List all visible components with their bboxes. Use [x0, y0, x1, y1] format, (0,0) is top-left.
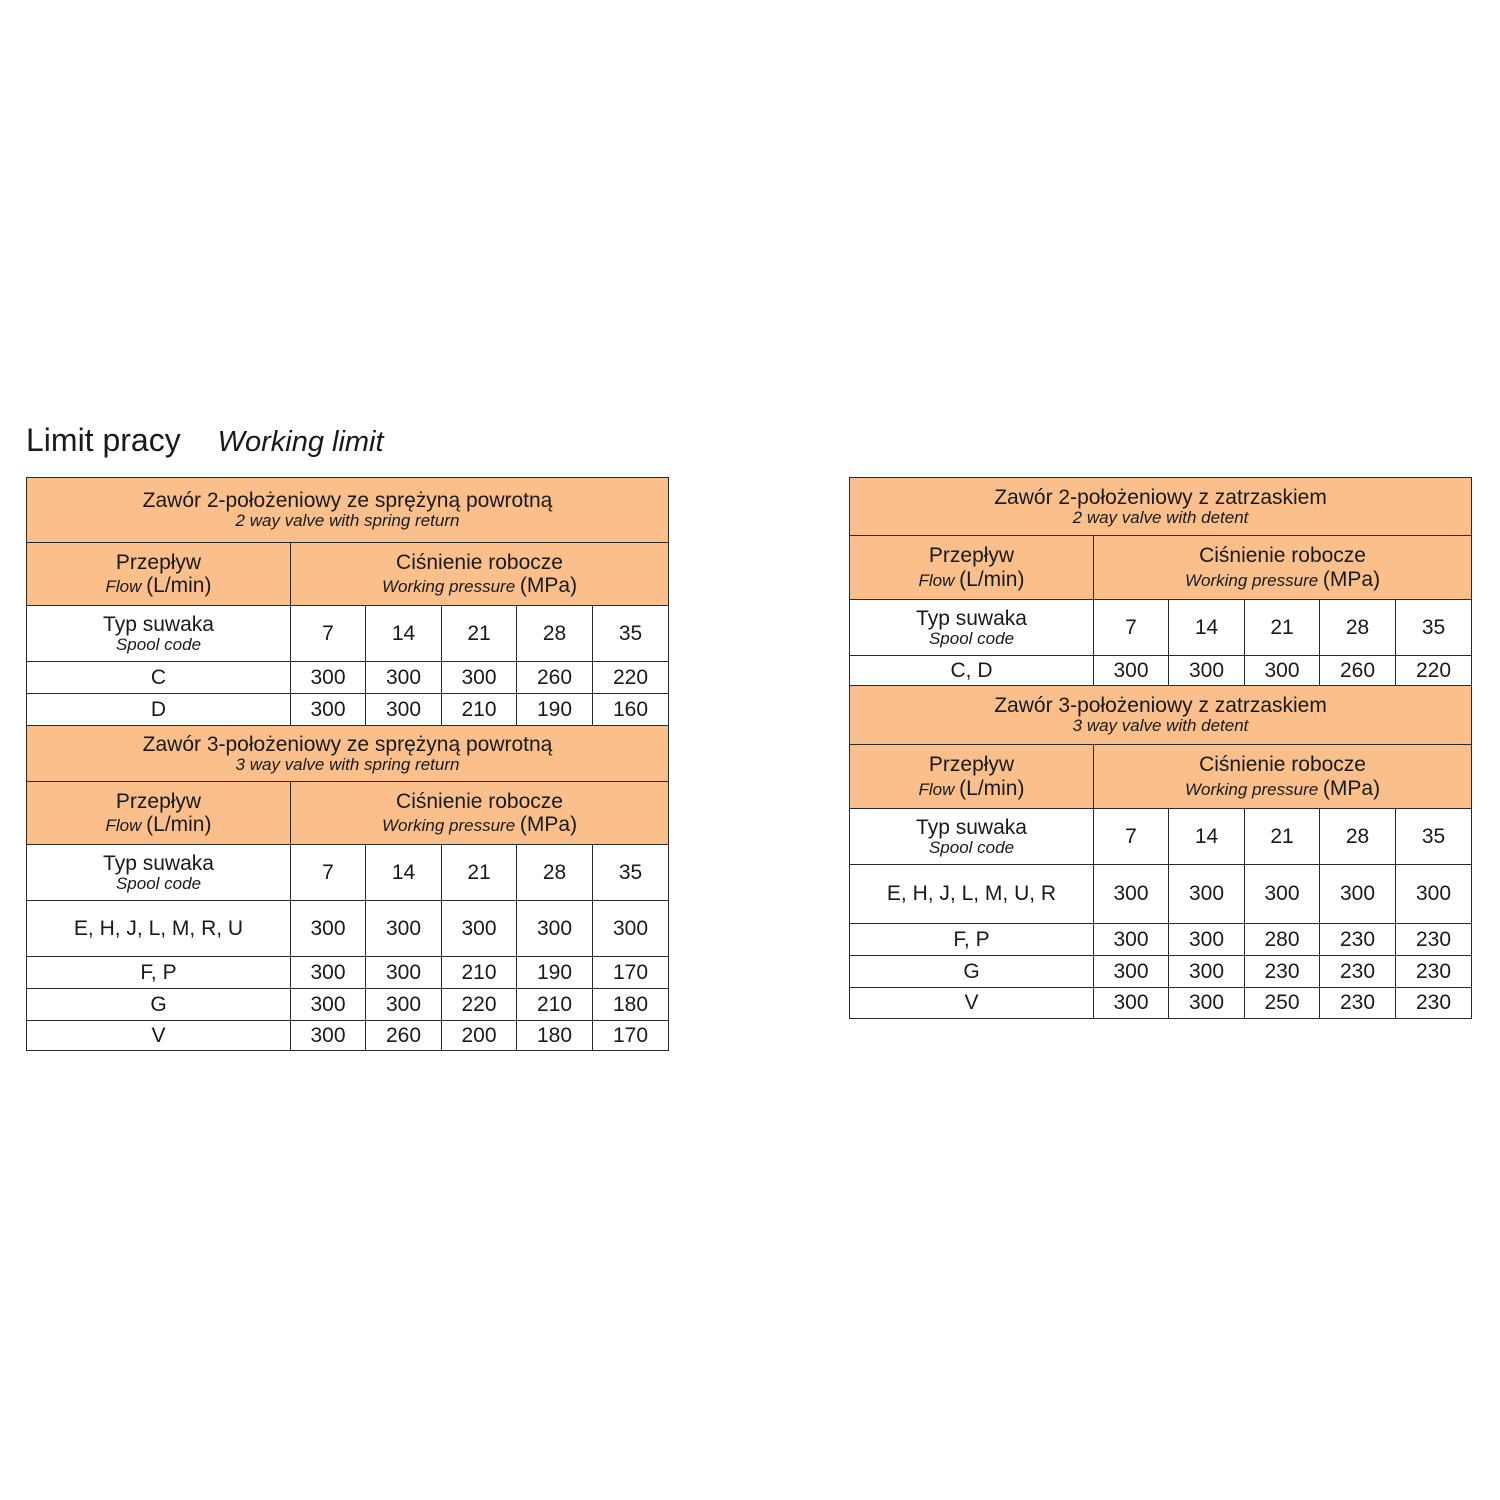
pressure-value: 14 [1169, 809, 1245, 865]
flow-value: 230 [1320, 924, 1396, 956]
spool-code: C, D [850, 656, 1094, 686]
flow-value: 230 [1320, 988, 1396, 1019]
flow-value: 300 [1245, 865, 1320, 924]
flow-value: 300 [366, 662, 442, 694]
pressure-value: 35 [593, 606, 669, 662]
right-limit-table [849, 477, 1472, 1019]
flow-value: 300 [1169, 865, 1245, 924]
spool-code: V [27, 1021, 291, 1051]
flow-value: 190 [517, 694, 593, 726]
flow-value: 160 [593, 694, 669, 726]
flow-value: 260 [1320, 656, 1396, 686]
pressure-value: 21 [1245, 600, 1320, 656]
table-row [27, 694, 669, 726]
flow-header: Przepływ Flow (L/min) [27, 543, 291, 606]
flow-value: 300 [291, 989, 366, 1021]
flow-value: 220 [593, 662, 669, 694]
flow-value: 300 [366, 957, 442, 989]
spool-code-header: Typ suwaka Spool code [850, 600, 1094, 656]
flow-value: 230 [1320, 956, 1396, 988]
flow-value: 280 [1245, 924, 1320, 956]
table-row [27, 662, 669, 694]
pressure-header: Ciśnienie robocze Working pressure (MPa) [291, 782, 669, 845]
spool-code-header: Typ suwaka Spool code [850, 809, 1094, 865]
pressure-value: 7 [291, 606, 366, 662]
pressure-value: 35 [1396, 600, 1472, 656]
spool-code: D [27, 694, 291, 726]
title-polish: Limit pracy [26, 422, 181, 458]
spool-code-header: Typ suwaka Spool code [27, 845, 291, 901]
section-header: Zawór 2-położeniowy ze sprężyną powrotną 2 way valve with spring return [27, 478, 669, 543]
flow-value: 300 [593, 901, 669, 957]
spool-code: V [850, 988, 1094, 1019]
pressure-value: 21 [442, 606, 517, 662]
flow-value: 300 [517, 901, 593, 957]
pressure-value: 14 [366, 606, 442, 662]
table-row [850, 988, 1472, 1019]
table-row [27, 989, 669, 1021]
flow-value: 300 [1320, 865, 1396, 924]
flow-value: 190 [517, 957, 593, 989]
flow-header: Przepływ Flow (L/min) [850, 745, 1094, 809]
pressure-value: 35 [1396, 809, 1472, 865]
pressure-value: 21 [442, 845, 517, 901]
pressure-value: 28 [1320, 600, 1396, 656]
pressure-value: 35 [593, 845, 669, 901]
flow-value: 260 [517, 662, 593, 694]
flow-value: 300 [1396, 865, 1472, 924]
flow-value: 170 [593, 1021, 669, 1051]
flow-value: 170 [593, 957, 669, 989]
section-header: Zawór 2-położeniowy z zatrzaskiem 2 way valve with detent [850, 478, 1472, 536]
flow-value: 200 [442, 1021, 517, 1051]
flow-value: 180 [517, 1021, 593, 1051]
spool-code: G [27, 989, 291, 1021]
section-header: Zawór 3-położeniowy z zatrzaskiem 3 way valve with detent [850, 686, 1472, 745]
table-row [850, 956, 1472, 988]
flow-value: 230 [1245, 956, 1320, 988]
flow-value: 300 [1094, 656, 1169, 686]
flow-header: Przepływ Flow (L/min) [27, 782, 291, 845]
table-row [850, 865, 1472, 924]
flow-value: 250 [1245, 988, 1320, 1019]
flow-value: 300 [442, 662, 517, 694]
pressure-header: Ciśnienie robocze Working pressure (MPa) [291, 543, 669, 606]
flow-value: 300 [366, 989, 442, 1021]
flow-value: 300 [442, 901, 517, 957]
pressure-value: 28 [1320, 809, 1396, 865]
left-limit-table [26, 477, 669, 1051]
flow-header: Przepływ Flow (L/min) [850, 536, 1094, 600]
flow-value: 230 [1396, 956, 1472, 988]
spool-code: E, H, J, L, M, U, R [850, 865, 1094, 924]
flow-value: 300 [366, 694, 442, 726]
flow-value: 300 [1169, 956, 1245, 988]
title-english: Working limit [217, 426, 384, 458]
table-row [850, 656, 1472, 686]
flow-value: 220 [1396, 656, 1472, 686]
spool-code: F, P [27, 957, 291, 989]
pressure-value: 7 [291, 845, 366, 901]
spool-code: C [27, 662, 291, 694]
flow-value: 220 [442, 989, 517, 1021]
flow-value: 210 [442, 957, 517, 989]
flow-value: 210 [517, 989, 593, 1021]
pressure-value: 7 [1094, 600, 1169, 656]
page-title [26, 422, 384, 459]
flow-value: 230 [1396, 924, 1472, 956]
flow-value: 300 [366, 901, 442, 957]
table-row [27, 1021, 669, 1051]
pressure-header: Ciśnienie robocze Working pressure (MPa) [1094, 745, 1472, 809]
flow-value: 230 [1396, 988, 1472, 1019]
flow-value: 300 [291, 662, 366, 694]
flow-value: 300 [1094, 956, 1169, 988]
flow-value: 210 [442, 694, 517, 726]
flow-value: 260 [366, 1021, 442, 1051]
spool-code: F, P [850, 924, 1094, 956]
pressure-value: 14 [1169, 600, 1245, 656]
flow-value: 300 [1169, 924, 1245, 956]
flow-value: 300 [291, 901, 366, 957]
table-row [27, 901, 669, 957]
pressure-value: 28 [517, 606, 593, 662]
flow-value: 300 [1094, 924, 1169, 956]
flow-value: 180 [593, 989, 669, 1021]
flow-value: 300 [291, 957, 366, 989]
spool-code: E, H, J, L, M, R, U [27, 901, 291, 957]
table-row [27, 957, 669, 989]
pressure-value: 7 [1094, 809, 1169, 865]
spool-code: G [850, 956, 1094, 988]
flow-value: 300 [1169, 656, 1245, 686]
spool-code-header: Typ suwaka Spool code [27, 606, 291, 662]
pressure-value: 21 [1245, 809, 1320, 865]
pressure-value: 14 [366, 845, 442, 901]
flow-value: 300 [291, 1021, 366, 1051]
pressure-header: Ciśnienie robocze Working pressure (MPa) [1094, 536, 1472, 600]
flow-value: 300 [291, 694, 366, 726]
section-header: Zawór 3-położeniowy ze sprężyną powrotną 3 way valve with spring return [27, 726, 669, 782]
flow-value: 300 [1094, 865, 1169, 924]
pressure-value: 28 [517, 845, 593, 901]
flow-value: 300 [1245, 656, 1320, 686]
flow-value: 300 [1094, 988, 1169, 1019]
table-row [850, 924, 1472, 956]
flow-value: 300 [1169, 988, 1245, 1019]
